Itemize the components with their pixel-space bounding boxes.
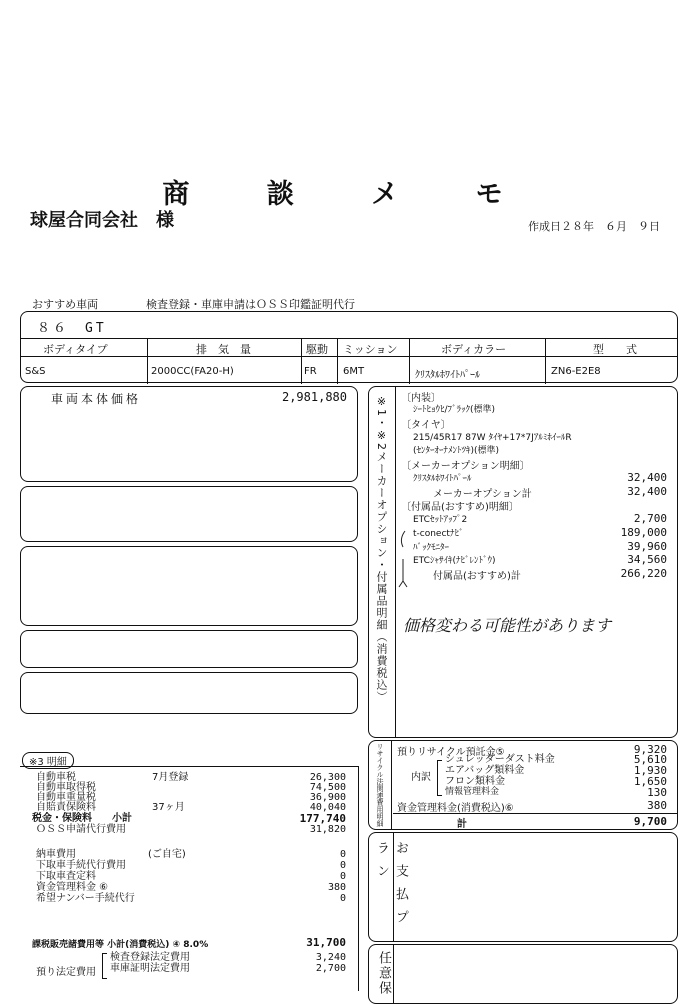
recycle-row-value: 1,930 (633, 764, 667, 777)
recycle-row-text: フロン類料金 (445, 776, 505, 787)
header-body-type: ボディタイプ (43, 343, 108, 356)
tax-row-value: 36,900 (309, 792, 346, 803)
recycle-row-text: シュレッダーダスト料金 (445, 754, 555, 765)
tax-row-value: 31,820 (309, 824, 346, 835)
fee-row-value: 0 (339, 893, 346, 904)
option-line: ETCｾｯﾄｱｯﾌﾟ2 (413, 515, 468, 525)
recycle-row-value: 9,320 (633, 743, 667, 756)
empty-box-3 (20, 630, 358, 668)
options-vertical-label: ※1・※2メーカーオプション・付属品明細（消費税込） (375, 395, 388, 703)
option-value: 266,220 (620, 567, 667, 580)
recycle-total-value: 9,700 (633, 815, 667, 828)
option-line: (ｾﾝﾀｰｵｰﾅﾒﾝﾄﾂｷ)(標準) (413, 446, 500, 456)
page-title: 商 談 メ モ (162, 179, 537, 210)
tax-row-name: 自賠責保険料 (36, 802, 96, 813)
empty-box-2 (20, 546, 358, 626)
recycle-vertical-label: リサイクル法関連費用明細 (376, 743, 384, 827)
handwritten-bracket-mark (397, 529, 417, 599)
recommend-label: おすすめ車両 (32, 298, 99, 311)
tax-row-value: 74,500 (309, 782, 346, 793)
option-line: 〔内装〕 (401, 393, 441, 404)
vehicle-price-box (20, 386, 358, 482)
recycle-row-text: 預りリサイクル預託金⑤ (397, 747, 505, 758)
legal-fee-name: 車庫証明法定費用 (110, 963, 190, 974)
recycle-row-value: 1,650 (633, 775, 667, 788)
recycle-row-value: 130 (647, 786, 667, 799)
option-value: 34,560 (627, 553, 667, 566)
model-name: ８６ GT (37, 321, 107, 336)
handwritten-note: 価格変わる可能性があります (403, 616, 612, 635)
fee-row-value: 0 (339, 871, 346, 882)
tax-row-name: 自動車重量税 (36, 792, 96, 803)
fee-row-value: 0 (339, 860, 346, 871)
vehicle-price-value: 2,981,880 (281, 390, 347, 404)
header-drive: 駆動 (306, 343, 328, 356)
option-line: 付属品(おすすめ)計 (433, 571, 521, 582)
option-value: 189,000 (620, 526, 667, 539)
breakdown-bracket (437, 760, 442, 796)
header-transmission: ミッション (343, 343, 398, 356)
option-value: 39,960 (627, 540, 667, 553)
taxable-subtotal-label: 課税販売諸費用等 小計(消費税込) ④ 8.0% (32, 940, 209, 950)
tax-row-value: 40,040 (309, 802, 346, 813)
option-line: 〔メーカーオプション明細〕 (401, 461, 530, 472)
value-model-code: ZN6-E2E8 (551, 366, 601, 377)
option-value: 32,400 (627, 485, 667, 498)
option-line: 215/45R17 87W ﾀｲﾔ+17*7JｱﾙﾐﾎｲｰﾙR (413, 433, 572, 443)
tax-row-note: 37ヶ月 (152, 802, 185, 813)
fee-row-name: 下取車手続代行費用 (36, 860, 126, 871)
option-line: 〔付属品(おすすめ)明細〕 (401, 502, 519, 513)
options-box (368, 386, 678, 738)
fee-row-value: 380 (327, 882, 346, 893)
option-line: t-conectﾅﾋﾞ (413, 529, 464, 539)
taxable-subtotal-value: 31,700 (306, 936, 346, 949)
recycle-box (368, 740, 678, 830)
vehicle-spec-table (20, 311, 678, 383)
tax-row-name: 自動車税 (36, 772, 76, 783)
fee-row-name: 納車費用 (36, 849, 76, 860)
legal-fee-name: 検査登録法定費用 (110, 952, 190, 963)
value-drive: FR (304, 366, 317, 377)
option-line: 〔タイヤ〕 (401, 420, 451, 431)
option-value: 32,400 (627, 471, 667, 484)
legal-fees-label: 預り法定費用 (36, 967, 96, 978)
header-body-color: ボディカラー (441, 343, 507, 356)
tax-row-value: 26,300 (309, 772, 346, 783)
value-displacement: 2000CC(FA20-H) (151, 366, 234, 377)
fee-row-name: 希望ナンバー手続代行 (36, 893, 135, 904)
tax-row-note: 7月登録 (152, 772, 189, 783)
option-line: ETCｼｬｻｲｷ(ﾅﾋﾞﾚﾝﾄﾞｳ) (413, 556, 496, 566)
value-body-color: ｸﾘｽﾀﾙﾎﾜｲﾄﾊﾟｰﾙ (415, 370, 480, 381)
fee-row-value: 0 (339, 849, 346, 860)
optional-insurance-box (368, 944, 678, 1004)
tax-row-name: ＯＳＳ申請代行費用 (36, 824, 126, 835)
payment-plan-box (368, 832, 678, 942)
tax-details-label: ※3 明細 (22, 752, 74, 769)
vehicle-price-label: 車両本体価格 (51, 392, 142, 406)
value-body-type: S&S (25, 366, 46, 377)
tax-details-box (20, 766, 359, 991)
recycle-row-text: エアバッグ類料金 (445, 765, 525, 776)
tax-row-name: 自動車取得税 (36, 782, 96, 793)
fee-row-name: 下取車査定料 (36, 871, 96, 882)
recycle-row-text: 資金管理料金(消費税込)⑥ (397, 803, 514, 814)
recycle-row-value: 380 (647, 799, 667, 812)
recycle-row-text: 情報管理料金 (445, 787, 500, 797)
option-line: ﾊﾞｯｸﾓﾆﾀｰ (413, 543, 450, 553)
option-line: ｼｰﾄﾋｮｳﾋ/ﾌﾞﾗｯｸ(標準) (413, 405, 496, 415)
header-displacement: 排 気 量 (196, 343, 251, 356)
recycle-row-value: 5,610 (633, 753, 667, 766)
customer-name: 球屋合同会社 様 (30, 210, 174, 231)
recycle-total-label: 計 (457, 819, 467, 830)
fee-row-note: (ご自宅) (148, 849, 186, 860)
header-model-code: 型 式 (593, 343, 637, 356)
payment-plan-label: お支払プラン (374, 841, 408, 933)
legal-bracket (102, 953, 107, 979)
legal-fee-value: 3,240 (315, 952, 346, 963)
legal-fee-value: 2,700 (315, 963, 346, 974)
empty-box-1 (20, 486, 358, 542)
fee-row-name: 資金管理料金 ⑥ (36, 882, 109, 893)
option-line: ｸﾘｽﾀﾙﾎﾜｲﾄﾊﾟｰﾙ (413, 474, 472, 484)
value-transmission: 6MT (343, 366, 365, 377)
option-line: メーカーオプション計 (433, 489, 532, 500)
optional-insurance-label: 任意保 (376, 951, 391, 996)
tax-subtotal-value: 177,740 (299, 812, 346, 825)
created-date: 作成日２８年 ６月 ９日 (528, 220, 660, 233)
empty-box-4 (20, 672, 358, 714)
breakdown-label: 内訳 (411, 772, 431, 783)
registration-note: 検査登録・車庫申請はＯＳＳ印鑑証明代行 (146, 298, 355, 311)
tax-subtotal-label: 税金・保険料 小計 (32, 813, 132, 824)
option-value: 2,700 (633, 512, 667, 525)
